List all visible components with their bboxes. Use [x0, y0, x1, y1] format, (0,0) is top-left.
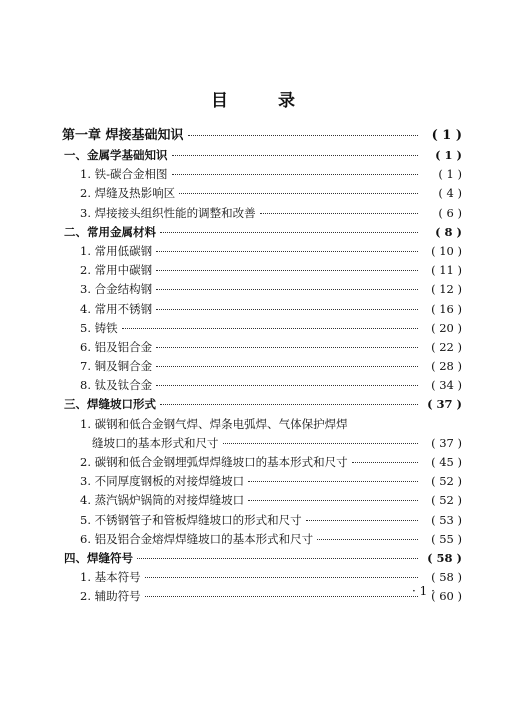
toc-entry-label: 5. 铸铁 — [80, 320, 118, 335]
toc-entry-item — [62, 530, 462, 549]
dot-leader — [122, 328, 418, 329]
toc-entry-item — [62, 376, 462, 395]
toc-entry-label: 2. 焊缝及热影响区 — [80, 186, 176, 201]
dot-leader — [306, 520, 418, 521]
toc-entry-page: ( 10 ) — [431, 243, 462, 258]
toc-entry-page: ( 8 ) — [435, 224, 462, 239]
toc-entry-item — [62, 568, 462, 587]
dot-leader — [156, 347, 418, 348]
toc-entry-label: 2. 辅助符号 — [80, 589, 141, 604]
toc-entry-item — [62, 204, 462, 223]
toc-entry-page: ( 22 ) — [431, 339, 462, 354]
dot-leader — [172, 155, 419, 156]
toc-entry-page: ( 1 ) — [438, 167, 462, 182]
toc-entry-label: 3. 焊接接头组织性能的调整和改善 — [80, 205, 256, 220]
toc-entry-item — [62, 165, 462, 184]
toc-entry-label: 3. 合金结构钢 — [80, 282, 153, 297]
toc-entry-label: 8. 钛及钛合金 — [80, 378, 153, 393]
dot-leader — [172, 174, 418, 175]
dot-leader — [317, 539, 418, 540]
toc-entry-label: 二、常用金属材料 — [64, 224, 156, 239]
toc-entry-label: 三、焊缝坡口形式 — [64, 397, 156, 412]
toc-entry-label: 5. 不锈钢管子和管板焊缝坡口的形式和尺寸 — [80, 512, 302, 527]
dot-leader — [179, 193, 418, 194]
toc-entry-item — [62, 300, 462, 319]
toc-entry-label: 缝坡口的基本形式和尺寸 — [92, 435, 219, 450]
toc-entry-label: 第一章 焊接基础知识 — [62, 128, 184, 143]
toc-entry-section — [62, 146, 462, 165]
dot-leader — [160, 404, 418, 405]
dot-leader — [188, 135, 418, 136]
dot-leader — [156, 366, 418, 367]
toc-entry-item — [62, 472, 462, 491]
toc-entry-label: 3. 不同厚度钢板的对接焊缝坡口 — [80, 474, 245, 489]
toc-entry-page: ( 1 ) — [435, 148, 462, 162]
dot-leader — [248, 481, 418, 482]
toc-entry-item-no-page — [62, 415, 462, 434]
toc-entry-section — [62, 395, 462, 414]
toc-entry-page: ( 45 ) — [431, 455, 462, 469]
dot-leader — [137, 558, 418, 559]
dot-leader — [248, 500, 418, 501]
page-number: · 1 · — [412, 584, 435, 598]
page-title: 目 录 — [211, 91, 317, 111]
toc-entry-label: 1. 基本符号 — [80, 570, 141, 585]
dot-leader — [156, 289, 418, 290]
toc-entry-page: ( 16 ) — [431, 301, 462, 316]
toc-entry-item — [62, 587, 462, 606]
toc-entry-label: 1. 常用低碳钢 — [80, 243, 153, 258]
toc-entry-page: ( 12 ) — [431, 282, 462, 297]
toc-entry-item — [62, 338, 462, 357]
toc-entry-page: ( 1 ) — [431, 128, 462, 143]
toc-entry-cont — [62, 434, 462, 453]
dot-leader — [352, 462, 418, 463]
toc-entry-page: ( 28 ) — [431, 359, 462, 374]
dot-leader — [156, 251, 418, 252]
toc-entry-item — [62, 491, 462, 510]
toc-entry-item — [62, 184, 462, 203]
toc-entry-page: ( 53 ) — [431, 512, 462, 527]
toc-entry-chapter — [62, 125, 462, 146]
dot-leader — [156, 309, 418, 310]
toc-entry-label: 6. 铝及铝合金 — [80, 339, 153, 354]
toc-entry-item — [62, 319, 462, 338]
dot-leader — [160, 232, 418, 233]
dot-leader — [156, 385, 418, 386]
toc-entry-item — [62, 242, 462, 261]
toc-entry-section — [62, 549, 462, 568]
toc-entry-item — [62, 357, 462, 376]
toc-entry-item — [62, 261, 462, 280]
toc-entry-page: ( 37 ) — [427, 397, 462, 412]
toc-entry-label: 2. 常用中碳钢 — [80, 263, 153, 278]
toc-entry-page: ( 11 ) — [431, 263, 462, 278]
toc-entry-label: 4. 常用不锈钢 — [80, 301, 153, 316]
table-of-contents — [62, 125, 462, 607]
toc-entry-label: 1. 铁-碳合金相图 — [80, 167, 168, 182]
toc-entry-page: ( 52 ) — [431, 474, 462, 489]
toc-entry-item — [62, 280, 462, 299]
toc-entry-label: 6. 铝及铝合金熔焊焊缝坡口的基本形式和尺寸 — [80, 531, 314, 546]
toc-entry-section — [62, 223, 462, 242]
toc-entry-label: 7. 铜及铜合金 — [80, 359, 153, 374]
toc-entry-page: ( 52 ) — [431, 493, 462, 508]
toc-entry-item — [62, 453, 462, 472]
dot-leader — [156, 270, 418, 271]
toc-entry-page: ( 60 ) — [431, 589, 462, 604]
toc-entry-label: 四、焊缝符号 — [64, 550, 133, 565]
dot-leader — [145, 596, 418, 597]
toc-entry-page: ( 58 ) — [427, 550, 462, 565]
toc-entry-page: ( 20 ) — [431, 320, 462, 335]
toc-entry-label: 1. 碳钢和低合金钢气焊、焊条电弧焊、气体保护焊焊 — [80, 416, 348, 431]
dot-leader — [223, 443, 419, 444]
toc-entry-page: ( 4 ) — [438, 186, 462, 201]
toc-entry-page: ( 37 ) — [431, 435, 462, 450]
toc-entry-page: ( 6 ) — [438, 205, 462, 220]
toc-entry-page: ( 34 ) — [431, 378, 462, 393]
toc-entry-label: 一、金属学基础知识 — [64, 148, 168, 162]
toc-entry-label: 4. 蒸汽锅炉锅筒的对接焊缝坡口 — [80, 493, 245, 508]
toc-entry-item — [62, 511, 462, 530]
toc-entry-page: ( 58 ) — [431, 570, 462, 585]
toc-entry-page: ( 55 ) — [431, 531, 462, 546]
toc-entry-label: 2. 碳钢和低合金钢埋弧焊焊缝坡口的基本形式和尺寸 — [80, 455, 348, 469]
dot-leader — [260, 213, 418, 214]
dot-leader — [145, 577, 418, 578]
